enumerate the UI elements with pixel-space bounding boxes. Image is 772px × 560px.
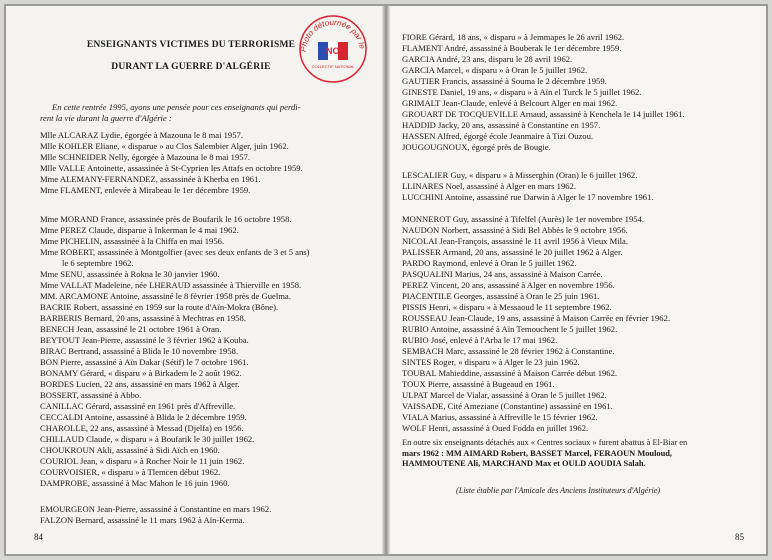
list-item: GINESTE Daniel, 19 ans, « disparu » à Aïn el Turck le 5 juillet 1962. [402,87,642,97]
list-item: BACRIE Robert, assassiné en 1959 sur la route d'Aïn-Mokra (Bône). [40,302,279,312]
list-item: LUCCHINI Antoine, assassiné rue Darwin à Alger le 17 novembre 1961. [402,192,654,202]
list-item: Mlle VALLE Antoinette, assassinée à St-Cyprien les Attafs en octobre 1959. [40,163,303,173]
list-item: GAUTIER Francis, assassiné à Souma le 2 décembre 1959. [402,76,607,86]
list-item: BENECH Jean, assassiné le 21 octobre 1961 à Oran. [40,324,222,334]
list-item: Mme PICHELIN, assassinée à la Chiffa en mai 1956. [40,236,225,246]
list-item: WOLF Henri, assassiné à Oued Fodda en juillet 1962. [402,423,589,433]
list-item: FIORE Gérard, 18 ans, « disparu » à Jemmapes le 26 avril 1962. [402,32,625,42]
list-item: Mme PEREZ Claude, disparue à Inkerman le 4 mai 1962. [40,225,239,235]
list-item: DAMPROBE, assassiné à Mac Mahon le 16 juin 1960. [40,478,230,488]
list-item: Mlle SCHNEIDER Nelly, égorgée à Mazouna le 8 mai 1957. [40,152,251,162]
left-page [6,6,382,554]
list-item: BEYTOUT Jean-Pierre, assassiné le 3 février 1962 à Kouba. [40,335,249,345]
outro-line2: mars 1962 : MM AIMARD Robert, BASSET Marcel, FERAOUN Mouloud, [402,448,673,458]
list-item: Mme SENU, assassinée à Rokna le 30 janvier 1960. [40,269,220,279]
list-item: Mlle ALCARAZ Lydie, égorgée à Mazouna le 8 mai 1957. [40,130,243,140]
list-item: LESCALIER Guy, « disparu » à Misserghin (Oran) le 6 juillet 1962. [402,170,638,180]
book-gutter [382,6,390,554]
list-item: BARBERIS Bernard, 20 ans, assassiné à Mechtras en 1958. [40,313,246,323]
list-item: SEMBACH Marc, assassiné le 28 février 1962 à Constantine. [402,346,615,356]
list-item: GARCIA Marcel, « disparu » à Oran le 5 juillet 1962. [402,65,588,75]
list-item: COURVOISIER, « disparu » à Tlemcen début 1962. [40,467,221,477]
left-group-3 [40,504,271,526]
list-item: HASSEN Alfred, égorgé école Jeanmaire à Tizi Ouzou. [402,131,594,141]
list-item: CHOUKROUN Akli, assassiné à Sidi Aïch en 1960. [40,445,220,455]
list-item: JOUGOUGNOUX, égorgé près de Bougie. [402,142,551,152]
list-item: GRIMALT Jean-Claude, enlevé à Belcourt Alger en mai 1962. [402,98,618,108]
left-group-1 [40,130,303,196]
book-spread [4,4,768,556]
list-item: Mme FLAMENT, enlevée à Mirabeau le 1er décembre 1959. [40,185,251,195]
list-item: PIACENTILE Georges, assassiné à Oran le 25 juin 1961. [402,291,600,301]
right-group-1 [402,32,685,153]
list-item: PISSIS Henri, « disparu » à Messaoud le 11 septembre 1962. [402,302,612,312]
list-item: VIALA Marius, assassiné à Affreville le 15 février 1962. [402,412,598,422]
list-item: BON Pierre, assassiné à Aïn Dakar (Sétif) le 7 octobre 1961. [40,357,249,367]
list-item: BIRAC Bertrand, assassiné à Blida le 10 novembre 1958. [40,346,239,356]
page-number-right: 85 [735,532,744,542]
stamp-badge: NON [326,46,346,56]
list-item: TOUX Pierre, assassiné à Bugeaud en 1961. [402,379,555,389]
stamp-graphic [296,12,370,86]
right-page [390,6,766,554]
page-title-line2: DURANT LA GUERRE D'ALGÉRIE [111,62,271,72]
list-item: CHAROLLE, 22 ans, assassiné à Messad (Djelfa) en 1956. [40,423,244,433]
list-item: HADDID Jacky, 20 ans, assassiné à Constantine en 1957. [402,120,601,130]
page-title-line1: ENSEIGNANTS VICTIMES DU TERRORISME [86,40,296,50]
list-item: RUBIO José, enlevé à l'Arba le 17 mai 1962. [402,335,558,345]
list-item: EMOURGEON Jean-Pierre, assassiné à Constantine en mars 1962. [40,504,272,514]
list-item: VAISSADE, Cité Ameziane (Constantine) assassiné en 1961. [402,401,613,411]
stamp-sub: COLLECTIF NATIONAL [311,64,355,69]
list-item: Mme ALEMANY-FERNANDEZ, assassinée à Kherba en 1961. [40,174,261,184]
list-item: Mlle KOHLER Eliane, « disparue » au Clos Salembier Alger, juin 1962. [40,141,289,151]
outro-line3: HAMMOUTENE Ali, MARCHAND Max et OULD AOUDIA Salah. [402,459,646,469]
list-item: Mme VALLAT Madeleine, née LHERAUD assassinée à Thierville en 1958. [40,280,302,290]
list-item: GROUART DE TOCQUEVILLE Arnaud, assassiné à Kenchela le 14 juillet 1961. [402,109,685,119]
intro-line1: En cette rentrée 1995, ayons une pensée pour ces enseignants qui perdi- [52,102,301,112]
list-item: FALZON Bernard, assassiné le 11 mars 1962 à Aïn-Kerma. [40,515,245,525]
list-item: BONAMY Gérard, « disparu » à Birkadem le 2 août 1962. [40,368,242,378]
left-group-2 [40,214,309,489]
list-item: NICOLAI Jean-François, assassiné le 11 avril 1956 à Vieux Mila. [402,236,628,246]
list-item: GARCIA André, 23 ans, disparu le 28 avril 1962. [402,54,573,64]
list-item: MM. ARCAMONE Antoine, assassiné le 8 février 1958 près de Guelma. [40,291,291,301]
list-item: ULPAT Marcel de Vialar, assassiné à Oran le 5 juillet 1962. [402,390,607,400]
list-item: CHILLAUD Claude, « disparu » à Boufarik le 30 juillet 1962. [40,434,255,444]
list-item: Mme MORAND France, assassinée près de Boufarik le 16 octobre 1958. [40,214,292,224]
list-item: RUBIO Antoine, assassiné à Aïn Temouchent le 5 juillet 1962. [402,324,618,334]
list-item: PALISSER Armand, 20 ans, assassiné le 20 juillet 1962 à Alger. [402,247,623,257]
list-item: PASQUALINI Marius, 24 ans, assassiné à Maison Carrée. [402,269,603,279]
list-item: TOUBAL Mahieddine, assassiné à Maison Carrée début 1962. [402,368,618,378]
outro-line1: En outre six enseignants détachés aux « Centres sociaux » furent abattus à El-Biar en [402,438,688,447]
list-item: PEREZ Vincent, 20 ans, assassiné à Alger en novembre 1956. [402,280,615,290]
list-item: LLINARES Noel, assassiné à Alger en mars 1962. [402,181,576,191]
intro-paragraph [40,102,350,124]
outro-paragraph [402,438,722,470]
right-group-3 [402,214,670,434]
list-item: SINTES Roger, « disparu » à Alger le 23 juin 1962. [402,357,580,367]
list-item: CECCALDI Antoine, assassiné à Blida le 2 décembre 1959. [40,412,247,422]
source-credit: (Liste établie par l'Amicale des Anciens Instituteurs d'Algérie) [456,486,661,495]
list-item: FLAMENT André, assassiné à Bouberak le 1er décembre 1959. [402,43,622,53]
list-item: BORDES Lucien, 22 ans, assassiné en mars 1962 à Alger. [40,379,240,389]
list-item: Mme ROBERT, assassinée à Montgolfier (avec ses deux enfants de 3 et 5 ans) [40,247,310,257]
list-item: le 6 septembre 1962. [62,258,134,268]
list-item: NAUDON Norbert, assassiné à Sidi Bel Abbès le 9 octobre 1956. [402,225,628,235]
right-group-2 [402,170,654,203]
intro-line2: rent la vie durant la guerre d'Algérie : [40,113,172,123]
list-item: BOSSERT, assassiné à Abbo. [40,390,142,400]
list-item: CANILLAC Gérard, assassiné en 1961 près d'Affreville. [40,401,236,411]
list-item: PARDO Raymond, enlevé à Oran le 5 juillet 1962. [402,258,577,268]
page-number-left: 84 [34,532,43,542]
list-item: MONNEROT Guy, assassiné à Tifelfel (Aurès) le 1er novembre 1954. [402,214,645,224]
list-item: ROUSSEAU Jean-Claude, 19 ans, assassiné à Maison Carrée en février 1962. [402,313,671,323]
list-item: COURIOL Jean, « disparu » à Rocher Noir le 11 juin 1962. [40,456,245,466]
stamp-text: Photo détournée par le [298,17,367,53]
